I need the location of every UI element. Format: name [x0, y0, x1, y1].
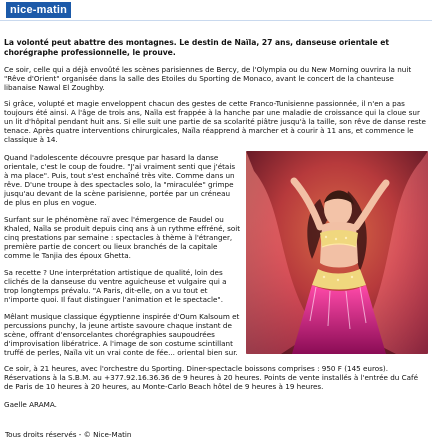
- article-signature: Gaelle ARAMA.: [4, 400, 57, 410]
- dancer-photo: [246, 151, 428, 354]
- dancer-illustration: [246, 151, 428, 354]
- nice-matin-logo[interactable]: nice-matin: [6, 2, 71, 18]
- article-paragraph-6: Mêlant musique classique égyptienne inspirée d'Oum Kalsoum et percussions punchy, la jeune artiste savoure chaque instant de scène, offrant d'ensorcelantes chorégraphies saupoudrées d'improvisation libératrice. A l'image de son costume scintillant truffé de perles, Naïla vit un vrai conte de fée... oriental bien sur.: [4, 312, 240, 358]
- article-paragraph-4: Surfant sur le phénomène raï avec l'émergence de Faudel ou Khaled, Naïla se produit depuis cinq ans à un rythme effréné, soit cinq prestations par semaine : spectacles à thème à l'étranger, première partie de concert ou lieux branchés de la capitale comme le Tanjia des époux Ghetta.: [4, 215, 241, 261]
- article-paragraph-1: Ce soir, celle qui a déjà envoûté les scènes parisiennes de Bercy, de l'Olympia ou du New Morning ouvrira la nuit "Rêve d'Orient" organisée dans la salle des Etoiles du Sporting de Monaco, avant le concert de la chanteuse libanaise Nawal El Zoughby.: [4, 65, 412, 93]
- article-paragraph-3: Quand l'adolescente découvre presque par hasard la danse orientale, c'est le coup de foudre. "J'ai vraiment senti que j'étais à ma place". Puis, tout s'est enchaîné très vite. Comme dans un rêve. D'une troupe à des spectacles solo, la "miraculée" grimpe jusqu'au devant de la scène parisienne, portée par un créneau de plus en plus en vogue.: [4, 153, 236, 208]
- article-left-column: [4, 153, 241, 357]
- article: [4, 38, 428, 409]
- article-lead: La volonté peut abattre des montagnes. Le destin de Naïla, 27 ans, danseuse orientale et chorégraphe professionnelle, le prouve.: [4, 38, 390, 58]
- article-paragraph-7: Ce soir, à 21 heures, avec l'orchestre du Sporting. Diner-spectacle boissons comprises : 950 F (145 euros). Réservations à la S.B.M. au +377.92.16.36.36 de 9 heures à 20 heures. Points de vente installés à l'entrée du Café de Paris de 10 heures à 20 heures, au Monte-Carlo Beach hôtel de 9 heures à 19 heures.: [4, 364, 418, 392]
- article-paragraph-2: Si grâce, volupté et magie enveloppent chacun des gestes de cette Franco-Tunisienne passionnée, il n'en a pas toujours été ainsi. A l'âge de trois ans, Naïla est frappée à la hanche par une maladie de croissance qui la cloue sur un lit d'hôpital pendant huit ans. Si elle suit une partie de sa scolarité piâtre jusqu'à la taille, son rêve de danse reste tenace. Après quatre interventions chirurgicales, Naïla réapprend à marcher et à courir à 11 ans, et commence le classique à 14.: [4, 99, 426, 145]
- site-header: [0, 0, 432, 21]
- article-body-with-photo: [4, 153, 428, 356]
- article-paragraph-5: Sa recette ? Une interprétation artistique de qualité, loin des clichés de la danseuse du ventre aguicheuse et vulgaire qui a trop longtemps prévalu. "A Paris, dit-elle, on a vu tout et n'importe quoi. Il faut distinguer l'animation et le spectacle".: [4, 268, 227, 305]
- copyright-footer: Tous droits réservés - © Nice-Matin: [5, 430, 132, 439]
